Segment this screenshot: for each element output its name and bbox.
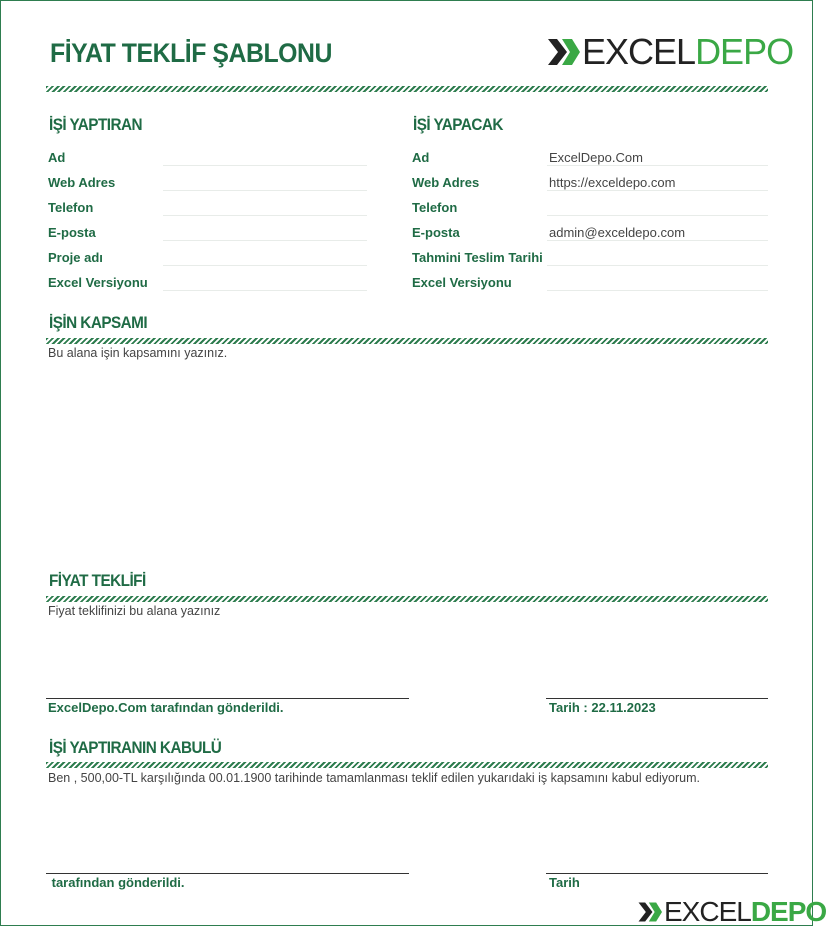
offer-date-line [546, 698, 768, 699]
title-divider [46, 86, 768, 92]
scope-divider [46, 338, 768, 344]
offer-text[interactable]: Fiyat teklifinizi bu alana yazınız [48, 604, 221, 618]
acceptance-date: Tarih [549, 875, 580, 890]
provider-label-email: E-posta [412, 225, 460, 240]
client-field-line [163, 240, 367, 241]
provider-value-email[interactable]: admin@exceldepo.com [549, 225, 686, 240]
footer-logo [638, 898, 826, 926]
provider-heading: İŞİ YAPACAK [413, 115, 503, 134]
provider-field-line [547, 165, 768, 166]
client-label-excel-version: Excel Versiyonu [48, 275, 148, 290]
client-label-web: Web Adres [48, 175, 116, 190]
offer-signature-line [46, 698, 409, 699]
logo-text-depo: DEPO [695, 31, 794, 72]
footer-logo-x-icon [638, 901, 664, 923]
offer-date: Tarih : 22.11.2023 [549, 700, 656, 715]
provider-value-web[interactable]: https://exceldepo.com [549, 175, 676, 190]
logo-text-excel: EXCEL [582, 31, 696, 72]
scope-heading: İŞİN KAPSAMI [49, 313, 148, 332]
provider-field-line [547, 190, 768, 191]
client-field-line [163, 215, 367, 216]
acceptance-text: Ben , 500,00-TL karşılığında 00.01.1900 tarihinde tamamlanması teklif edilen yukarıdaki iş kapsamını kabul ediyorum. [48, 771, 700, 785]
client-label-email: E-posta [48, 225, 96, 240]
acceptance-divider [46, 762, 768, 768]
provider-field-line [547, 215, 768, 216]
client-label-name: Ad [48, 150, 66, 165]
provider-field-line [547, 240, 768, 241]
client-label-project: Proje adı [48, 250, 103, 265]
provider-label-phone: Telefon [412, 200, 458, 215]
client-field-line [163, 190, 367, 191]
provider-label-web: Web Adres [412, 175, 480, 190]
provider-field-line [547, 265, 768, 266]
provider-value-name[interactable]: ExcelDepo.Com [549, 150, 643, 165]
footer-logo-text-excel: EXCEL [664, 896, 751, 927]
provider-label-excel-version: Excel Versiyonu [412, 275, 512, 290]
provider-label-name: Ad [412, 150, 430, 165]
offer-heading: FİYAT TEKLİFİ [49, 571, 146, 590]
provider-label-delivery-date: Tahmini Teslim Tarihi [412, 250, 543, 265]
acceptance-date-line [546, 873, 768, 874]
acceptance-sender: tarafından gönderildi. [48, 875, 185, 890]
client-label-phone: Telefon [48, 200, 94, 215]
client-field-line [163, 290, 367, 291]
page-title: FİYAT TEKLİF ŞABLONU [50, 38, 332, 68]
offer-divider [46, 596, 768, 602]
acceptance-signature-line [46, 873, 409, 874]
exceldepo-logo [548, 31, 794, 72]
offer-sender: ExcelDepo.Com tarafından gönderildi. [48, 700, 284, 715]
client-field-line [163, 265, 367, 266]
client-heading: İŞİ YAPTIRAN [49, 115, 143, 134]
provider-field-line [547, 290, 768, 291]
scope-text[interactable]: Bu alana işin kapsamını yazınız. [48, 346, 228, 360]
client-field-line [163, 165, 367, 166]
footer-logo-text-depo: DEPO [750, 896, 826, 927]
acceptance-heading: İŞİ YAPTIRANIN KABULÜ [49, 738, 222, 757]
logo-x-icon [548, 37, 582, 67]
